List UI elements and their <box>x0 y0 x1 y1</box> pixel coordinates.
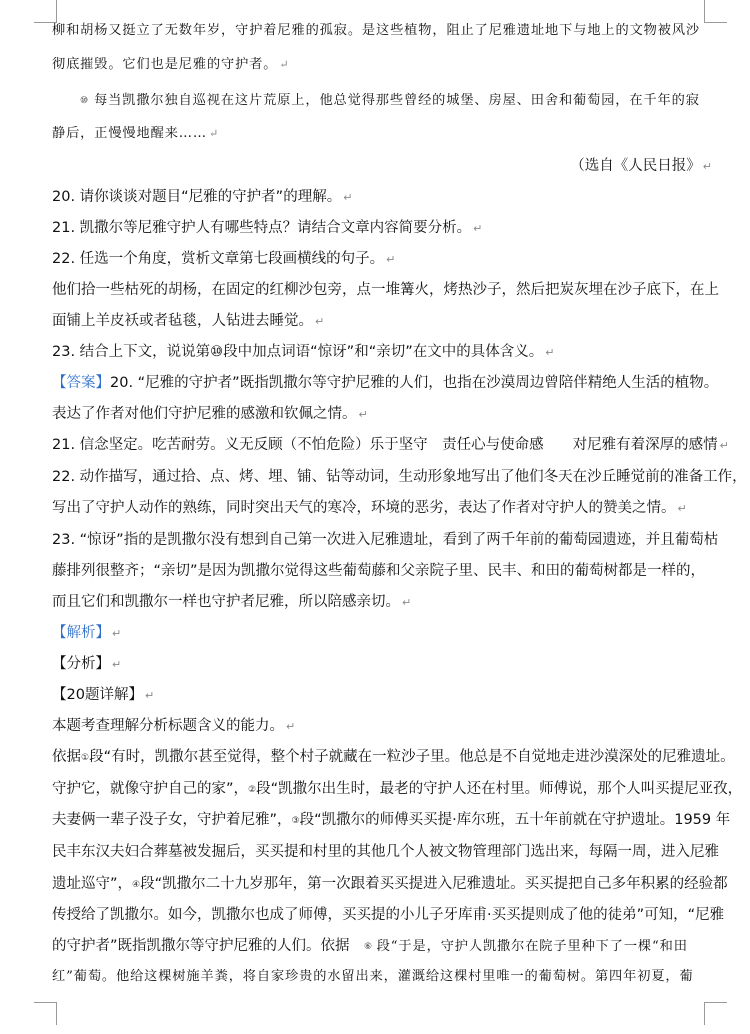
analysis-line: 民丰东汉夫妇合葬墓被发掘后，买买提和村里的其他几个人被文物管理部门选出来，每隔一周，进入尼雅 <box>52 844 719 860</box>
article-line: 彻底摧毁。它们也是尼雅的守护者。 ↵ <box>52 57 290 72</box>
analysis-tag: 【解析】 ↵ <box>52 625 122 641</box>
analysis-line: 的守护者”既指凯撒尔等守护尼雅的人们。依据 ⑥ 段“于是，守护人凯撒尔在院子里种下了一棵“和田 <box>52 938 688 954</box>
answer-20-cont: 表达了作者对他们守护尼雅的感激和钦佩之情。 ↵ <box>52 406 368 422</box>
analysis-line: 夫妻俩一辈子没子女，守护着尼雅”，③段“凯撒尔的师傅买买提·库尔班，五十年前就在守护遗址。1959 年 <box>52 812 731 828</box>
answer-23-cont: 藤排列很整齐；“亲切”是因为凯撒尔觉得这些葡萄藤和父亲院子里、民丰、和田的葡萄树都是一样的， <box>52 563 706 579</box>
analysis-q20-heading: 【20题详解】 ↵ <box>52 687 155 703</box>
analysis-subheading: 【分析】 ↵ <box>52 656 122 672</box>
question-20: 20. 请你谈谈对题目“尼雅的守护者”的理解。 ↵ <box>52 189 353 205</box>
answer-22: 22. 动作描写，通过拾、点、烤、埋、铺、钻等动词，生动形象地写出了他们冬天在沙丘睡觉前的准备工作， <box>52 469 747 485</box>
page-corner-mark <box>704 0 727 23</box>
page-corner-mark <box>704 1002 727 1025</box>
answer-23-cont: 而且它们和凯撒尔一样也守护者尼雅，所以陪感亲切。 ↵ <box>52 594 412 610</box>
analysis-line: 依据①段“有时，凯撒尔甚至觉得，整个村子就藏在一粒沙子里。他总是不自觉地走进沙漠深处的尼雅遗址。 <box>52 749 735 765</box>
analysis-line: 遗址巡守”，④段“凯撒尔二十九岁那年，第一次跟着买买提进入尼雅遗址。买买提把自己多年积累的经验都 <box>52 876 728 892</box>
question-22-quote: 面铺上羊皮袄或者毡毯，人钻进去睡觉。 ↵ <box>52 313 325 329</box>
question-22-quote: 他们拾一些枯死的胡杨，在固定的红柳沙包旁，点一堆篝火，烤热沙子，然后把炭灰埋在沙子底下，在上 <box>52 282 719 298</box>
answer-tag: 【答案】 <box>52 375 110 391</box>
question-22: 22. 任选一个角度，赏析文章第七段画横线的句子。 ↵ <box>52 251 396 267</box>
answer-21: 21. 信念坚定。吃苦耐劳。义无反顾（不怕危险）乐于坚守 责任心与使命感 对尼雅有着深厚的感情 ↵ <box>52 437 729 453</box>
question-21: 21. 凯撒尔等尼雅守护人有哪些特点？请结合文章内容简要分析。 ↵ <box>52 220 483 236</box>
answer-22-cont: 写出了守护人动作的熟练，同时突出天气的寒冷，环境的恶劣，表达了作者对守护人的赞美之情。 ↵ <box>52 500 687 516</box>
page-corner-mark <box>34 0 57 23</box>
answer-20: 【答案】20. “尼雅的守护者”既指凯撒尔等守护尼雅的人们，也指在沙漠周边曾陪伴精绝人生活的植物。 <box>52 375 719 391</box>
analysis-line: 本题考查理解分析标题含义的能力。 ↵ <box>52 718 296 734</box>
analysis-line: 守护它，就像守护自己的家”，②段“凯撒尔出生时，最老的守护人还在村里。师傅说，那个人叫买提尼亚孜， <box>52 781 743 797</box>
answer-23: 23. “惊讶”指的是凯撒尔没有想到自己第一次进入尼雅遗址，看到了两千年前的葡萄园遗迹，并且葡萄枯 <box>52 532 719 548</box>
question-23: 23. 结合上下文，说说第⑩段中加点词语“惊讶”和“亲切”在文中的具体含义。 ↵ <box>52 344 555 360</box>
article-line: 柳和胡杨又挺立了无数年岁，守护着尼雅的孤寂。是这些植物，阻止了尼雅遗址地下与地上的文物被风沙 <box>52 23 701 38</box>
article-line: 静后，正慢慢地醒来…… ↵ <box>52 126 220 141</box>
analysis-line: 传授给了凯撒尔。如今，凯撒尔也成了师傅，买买提的小儿子牙库甫·买买提则成了他的徒弟”可知，“尼雅 <box>52 907 725 923</box>
article-paragraph-10: ⑩ 每当凯撒尔独自巡视在这片荒原上，他总觉得那些曾经的城堡、房屋、田舍和葡萄园，在千年的寂 <box>80 93 700 108</box>
article-source: （选自《人民日报》 ↵ <box>570 158 712 174</box>
analysis-line: 红”葡萄。他给这棵树施羊粪，将自家珍贵的水留出来，灌溉给这棵村里唯一的葡萄树。第四年初夏，葡 <box>52 969 694 984</box>
page-corner-mark <box>34 1002 57 1025</box>
